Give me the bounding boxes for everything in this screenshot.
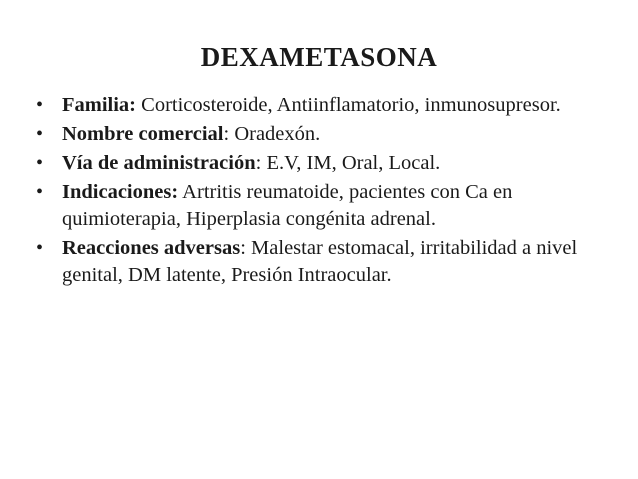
bullet-term: Reacciones adversas [62, 237, 241, 259]
bullet-dot-icon: • [36, 94, 44, 116]
bullet-term: Nombre comercial [62, 123, 224, 145]
bullet-item-via-administracion [36, 150, 606, 177]
bullet-term: Vía de administración [62, 152, 256, 174]
bullet-separator: : [255, 152, 262, 174]
bullet-separator: : [223, 123, 230, 145]
bullet-item-familia [36, 92, 606, 119]
bullet-dot-icon: • [36, 123, 44, 145]
bullet-separator: : [240, 237, 246, 259]
bullet-item-indicaciones [36, 179, 606, 233]
bullet-text: E.V, IM, Oral, Local. [261, 152, 441, 174]
slide-title: DEXAMETASONA [200, 42, 438, 72]
bullet-list [36, 92, 606, 291]
bullet-text: Corticosteroide, Antiinflamatorio, inmunosupresor. [136, 94, 561, 116]
bullet-text: Malestar estomacal, irritabilidad a nivel genital, DM latente, Presión Intraocular. [62, 237, 578, 286]
bullet-dot-icon: • [36, 152, 44, 174]
bullet-text: Oradexón. [229, 123, 321, 145]
bullet-term: Familia: [62, 94, 137, 116]
bullet-dot-icon: • [36, 181, 44, 203]
bullet-item-nombre-comercial [36, 121, 606, 148]
bullet-term: Indicaciones: [62, 181, 179, 203]
bullet-item-reacciones-adversas [36, 235, 606, 289]
bullet-dot-icon: • [36, 237, 44, 259]
bullet-text: Artritis reumatoide, pacientes con Ca en quimioterapia, Hiperplasia congénita adrenal. [62, 181, 513, 230]
